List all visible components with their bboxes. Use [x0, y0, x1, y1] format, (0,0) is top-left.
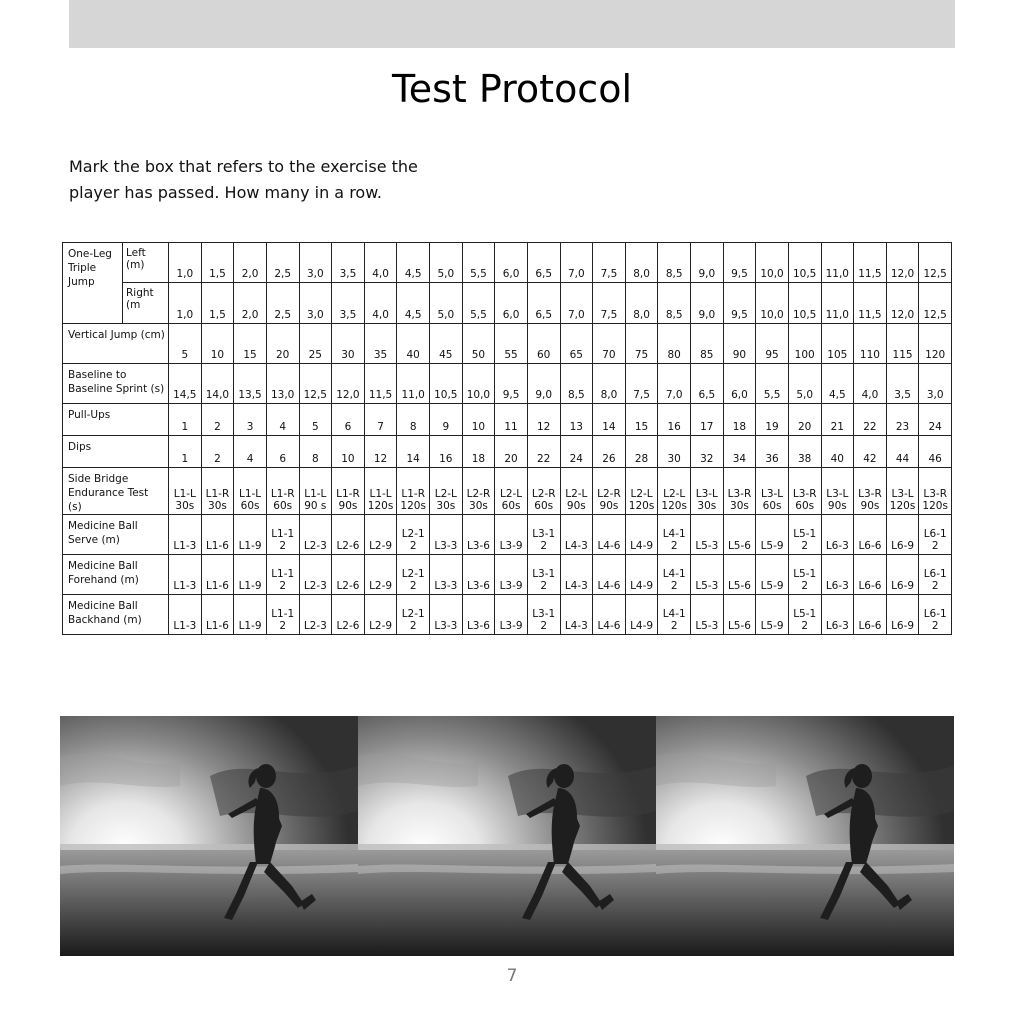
table-cell[interactable]: 21 [821, 404, 854, 436]
table-cell[interactable]: 6 [266, 436, 299, 468]
table-cell[interactable]: 6,5 [691, 364, 724, 404]
table-cell[interactable]: L5-9 [756, 595, 789, 635]
table-cell[interactable]: L6-6 [854, 515, 887, 555]
table-cell[interactable]: 46 [919, 436, 952, 468]
page-number: 7 [506, 966, 518, 986]
table-cell[interactable]: L1-1 2 [266, 515, 299, 555]
table-cell[interactable]: 36 [756, 436, 789, 468]
header-band [69, 0, 955, 48]
test-protocol-table [62, 242, 952, 635]
table-cell[interactable]: L5-9 [756, 515, 789, 555]
table-cell[interactable]: 8,5 [560, 364, 593, 404]
instructions-text [69, 154, 489, 206]
table-cell[interactable]: 11,5 [364, 364, 397, 404]
table-cell[interactable]: L1-L 90 s [299, 468, 332, 515]
table-cell[interactable]: 5 [169, 324, 202, 364]
table-cell[interactable]: 10,0 [756, 283, 789, 324]
table-cell[interactable]: 3,0 [299, 243, 332, 283]
table-cell[interactable]: 6 [332, 404, 365, 436]
table-cell[interactable]: L3-6 [462, 595, 495, 635]
table-row [63, 515, 952, 555]
table-cell[interactable]: L1-L 60s [234, 468, 267, 515]
table-cell[interactable]: 9 [430, 404, 463, 436]
table-cell[interactable]: L5-3 [691, 595, 724, 635]
table-cell[interactable]: 8 [397, 404, 430, 436]
table-cell[interactable]: 34 [723, 436, 756, 468]
table-row [63, 468, 952, 515]
table-cell[interactable]: L4-6 [593, 595, 626, 635]
table-cell[interactable]: L2-L 60s [495, 468, 528, 515]
table-cell[interactable]: 105 [821, 324, 854, 364]
table-cell[interactable]: L2-L 30s [430, 468, 463, 515]
table-cell[interactable]: 12,0 [886, 243, 919, 283]
table-cell[interactable]: 20 [495, 436, 528, 468]
table-cell[interactable]: 5,5 [462, 243, 495, 283]
table-cell[interactable]: 19 [756, 404, 789, 436]
table-cell[interactable]: 6,0 [495, 243, 528, 283]
table-cell[interactable]: 6,5 [527, 243, 560, 283]
table-cell[interactable]: 4,5 [397, 283, 430, 324]
table-cell[interactable]: 17 [691, 404, 724, 436]
table-cell[interactable]: L1-9 [234, 555, 267, 595]
table-cell[interactable]: 9,0 [527, 364, 560, 404]
table-cell[interactable]: 1,5 [201, 243, 234, 283]
table-cell[interactable]: L3-6 [462, 515, 495, 555]
table-cell[interactable]: 8,0 [625, 283, 658, 324]
table-cell[interactable]: 110 [854, 324, 887, 364]
table-cell[interactable]: L2-1 2 [397, 515, 430, 555]
instructions-line-2: player has passed. How many in a row. [69, 183, 382, 202]
table-cell[interactable]: L6-3 [821, 515, 854, 555]
table-cell[interactable]: 5,5 [462, 283, 495, 324]
table-cell[interactable]: 9,0 [691, 243, 724, 283]
table-cell[interactable]: 14 [397, 436, 430, 468]
row-label: Dips [63, 436, 169, 468]
runner-silhouette-image [358, 716, 656, 956]
table-cell[interactable]: 55 [495, 324, 528, 364]
table-cell[interactable]: 20 [788, 404, 821, 436]
table-row [63, 404, 952, 436]
table-cell[interactable]: 12 [527, 404, 560, 436]
table-row-triple-jump-left [63, 243, 952, 283]
row-label-triple-jump: One-Leg Triple Jump [63, 243, 123, 324]
table-cell[interactable]: L1-9 [234, 515, 267, 555]
table-cell[interactable]: 2,5 [266, 243, 299, 283]
table-cell[interactable]: L6-9 [886, 595, 919, 635]
table-cell[interactable]: 11 [495, 404, 528, 436]
row-label: Medicine Ball Backhand (m) [63, 595, 169, 635]
table-cell[interactable]: L1-L 30s [169, 468, 202, 515]
table-cell[interactable]: L5-3 [691, 515, 724, 555]
table-cell[interactable]: L1-R 90s [332, 468, 365, 515]
table-cell[interactable]: 3,0 [299, 283, 332, 324]
table-cell[interactable]: 10 [462, 404, 495, 436]
table-cell[interactable]: L5-1 2 [788, 515, 821, 555]
table-cell[interactable]: 44 [886, 436, 919, 468]
table-cell[interactable]: 11,0 [397, 364, 430, 404]
table-cell[interactable]: L6-1 2 [919, 595, 952, 635]
table-cell[interactable]: 5,0 [788, 364, 821, 404]
table-cell[interactable]: L3-1 2 [527, 515, 560, 555]
table-cell[interactable]: 1,0 [169, 283, 202, 324]
table-cell[interactable]: 30 [658, 436, 691, 468]
table-cell[interactable]: 35 [364, 324, 397, 364]
table-cell[interactable]: L3-R 30s [723, 468, 756, 515]
table-body [63, 243, 952, 635]
table-cell[interactable]: 3,5 [332, 283, 365, 324]
page-title: Test Protocol [391, 67, 633, 111]
table-cell[interactable]: 10,5 [430, 364, 463, 404]
table-cell[interactable]: 10,5 [788, 243, 821, 283]
table-cell[interactable]: 14,0 [201, 364, 234, 404]
table-cell[interactable]: 26 [593, 436, 626, 468]
table-cell[interactable]: L1-3 [169, 515, 202, 555]
table-cell[interactable]: 12,5 [919, 243, 952, 283]
table-cell[interactable]: 1,5 [201, 283, 234, 324]
table-cell[interactable]: L2-L 90s [560, 468, 593, 515]
table-cell[interactable]: 14,5 [169, 364, 202, 404]
table-cell[interactable]: L2-R 90s [593, 468, 626, 515]
table-cell[interactable]: L3-3 [430, 515, 463, 555]
table-cell[interactable]: L5-6 [723, 595, 756, 635]
table-cell[interactable]: L3-1 2 [527, 555, 560, 595]
table-cell[interactable]: 12,0 [332, 364, 365, 404]
table-cell[interactable]: 13,5 [234, 364, 267, 404]
table-cell[interactable]: 4,0 [854, 364, 887, 404]
table-cell[interactable]: 12,5 [919, 283, 952, 324]
table-cell[interactable]: 45 [430, 324, 463, 364]
table-cell[interactable]: L2-9 [364, 555, 397, 595]
table-cell[interactable]: 1,0 [169, 243, 202, 283]
table-cell[interactable]: L2-3 [299, 515, 332, 555]
table-cell[interactable]: 18 [462, 436, 495, 468]
table-cell[interactable]: L3-3 [430, 595, 463, 635]
table-cell[interactable]: 6,0 [723, 364, 756, 404]
table-cell[interactable]: 2 [201, 436, 234, 468]
table-cell[interactable]: 11,0 [821, 283, 854, 324]
table-cell[interactable]: 7,5 [593, 243, 626, 283]
table-cell[interactable]: 10 [332, 436, 365, 468]
table-cell[interactable]: 7,0 [560, 243, 593, 283]
table-cell[interactable]: 6,5 [527, 283, 560, 324]
table-cell[interactable]: L6-9 [886, 555, 919, 595]
table-cell[interactable]: 90 [723, 324, 756, 364]
table-cell[interactable]: L2-L 120s [625, 468, 658, 515]
table-cell[interactable]: 9,0 [691, 283, 724, 324]
table-cell[interactable]: 1 [169, 436, 202, 468]
table-cell[interactable]: 7,0 [658, 364, 691, 404]
table-cell[interactable]: 16 [430, 436, 463, 468]
table-cell[interactable]: 65 [560, 324, 593, 364]
table-cell[interactable]: L3-R 60s [788, 468, 821, 515]
table-cell[interactable]: L2-6 [332, 515, 365, 555]
table-cell[interactable]: L5-1 2 [788, 595, 821, 635]
table-cell[interactable]: L2-L 120s [658, 468, 691, 515]
table-cell[interactable]: L1-1 2 [266, 595, 299, 635]
table-cell[interactable]: L2-6 [332, 555, 365, 595]
table-row [63, 595, 952, 635]
table-cell[interactable]: L4-3 [560, 595, 593, 635]
table-cell[interactable]: L1-R 60s [266, 468, 299, 515]
table-cell[interactable]: 8,5 [658, 243, 691, 283]
row-label: Baseline to Baseline Sprint (s) [63, 364, 169, 404]
table-cell[interactable]: 15 [234, 324, 267, 364]
table-cell[interactable]: 10,0 [462, 364, 495, 404]
table-cell[interactable]: 4 [234, 436, 267, 468]
table-cell[interactable]: 50 [462, 324, 495, 364]
table-cell[interactable]: 9,5 [723, 283, 756, 324]
table-row [63, 324, 952, 364]
table-cell[interactable]: 7,5 [625, 364, 658, 404]
instructions-line-1: Mark the box that refers to the exercise the [69, 157, 418, 176]
table-cell[interactable]: 10,5 [788, 283, 821, 324]
table-cell[interactable]: 3,0 [919, 364, 952, 404]
table-cell[interactable]: 100 [788, 324, 821, 364]
runner-silhouette-image [656, 716, 954, 956]
table-cell[interactable]: 5,5 [756, 364, 789, 404]
table-row-triple-jump-right [63, 283, 952, 324]
table-cell[interactable]: 16 [658, 404, 691, 436]
table-cell[interactable]: 8,0 [625, 243, 658, 283]
table-cell[interactable]: L3-9 [495, 515, 528, 555]
table-cell[interactable]: 4 [266, 404, 299, 436]
table-cell[interactable]: L2-R 60s [527, 468, 560, 515]
row-label: Side Bridge Endurance Test (s) [63, 468, 169, 515]
table-cell[interactable]: 38 [788, 436, 821, 468]
table-cell[interactable]: 13 [560, 404, 593, 436]
runner-photo-3 [656, 716, 954, 956]
table-cell[interactable]: 25 [299, 324, 332, 364]
table-cell[interactable]: 7 [364, 404, 397, 436]
table-cell[interactable]: 70 [593, 324, 626, 364]
runner-photo-2 [358, 716, 656, 956]
table-cell[interactable]: L3-6 [462, 555, 495, 595]
table-cell[interactable]: L5-6 [723, 555, 756, 595]
table-cell[interactable]: 4,0 [364, 243, 397, 283]
table-cell[interactable]: L3-R 120s [919, 468, 952, 515]
table-cell[interactable]: 95 [756, 324, 789, 364]
table-cell[interactable]: 7,5 [593, 283, 626, 324]
table-cell[interactable]: L4-6 [593, 515, 626, 555]
table-cell[interactable]: L3-L 30s [691, 468, 724, 515]
table-cell[interactable]: 7,0 [560, 283, 593, 324]
table-cell[interactable]: 8,0 [593, 364, 626, 404]
table-cell[interactable]: 75 [625, 324, 658, 364]
table-cell[interactable]: 9,5 [723, 243, 756, 283]
table-cell[interactable]: 5,0 [430, 283, 463, 324]
table-cell[interactable]: L2-9 [364, 595, 397, 635]
table-cell[interactable]: L3-1 2 [527, 595, 560, 635]
table-cell[interactable]: L4-9 [625, 515, 658, 555]
table-cell[interactable]: 2 [201, 404, 234, 436]
table-cell[interactable]: L2-3 [299, 595, 332, 635]
table-cell[interactable]: 2,0 [234, 283, 267, 324]
table-cell[interactable]: 9,5 [495, 364, 528, 404]
table-cell[interactable]: L1-1 2 [266, 555, 299, 595]
table-cell[interactable]: 12,5 [299, 364, 332, 404]
table-cell[interactable]: L4-9 [625, 595, 658, 635]
table-cell[interactable]: 20 [266, 324, 299, 364]
table-cell[interactable]: 10 [201, 324, 234, 364]
row-label: Vertical Jump (cm) [63, 324, 169, 364]
table-cell[interactable]: 12,0 [886, 283, 919, 324]
table-cell[interactable]: 3 [234, 404, 267, 436]
table-cell[interactable]: L3-L 120s [886, 468, 919, 515]
table-row [63, 555, 952, 595]
table-cell[interactable]: L2-R 30s [462, 468, 495, 515]
table-cell[interactable]: 11,5 [854, 243, 887, 283]
table-cell[interactable]: 120 [919, 324, 952, 364]
table-cell[interactable]: 32 [691, 436, 724, 468]
table-cell[interactable]: L2-6 [332, 595, 365, 635]
table-cell[interactable]: L4-9 [625, 555, 658, 595]
table-cell[interactable]: L6-6 [854, 555, 887, 595]
table-cell[interactable]: 8,5 [658, 283, 691, 324]
table-cell[interactable]: L4-1 2 [658, 555, 691, 595]
table-cell[interactable]: 2,0 [234, 243, 267, 283]
table-cell[interactable]: L1-6 [201, 555, 234, 595]
runner-silhouette-image [60, 716, 358, 956]
table-cell[interactable]: L6-1 2 [919, 555, 952, 595]
table-cell[interactable]: 28 [625, 436, 658, 468]
table-cell[interactable]: 4,0 [364, 283, 397, 324]
row-label: Pull-Ups [63, 404, 169, 436]
table-cell[interactable]: L5-6 [723, 515, 756, 555]
table-cell[interactable]: 30 [332, 324, 365, 364]
row-sublabel-left: Left (m) [123, 243, 169, 283]
table-cell[interactable]: 40 [397, 324, 430, 364]
table-cell[interactable]: 23 [886, 404, 919, 436]
table-cell[interactable]: L4-3 [560, 515, 593, 555]
table-cell[interactable]: 8 [299, 436, 332, 468]
table-cell[interactable]: L6-1 2 [919, 515, 952, 555]
row-sublabel-right: Right (m [123, 283, 169, 324]
table-cell[interactable]: L6-9 [886, 515, 919, 555]
table-cell[interactable]: L2-9 [364, 515, 397, 555]
table-cell[interactable]: 42 [854, 436, 887, 468]
table-row [63, 364, 952, 404]
table-cell[interactable]: 22 [854, 404, 887, 436]
table-cell[interactable]: 2,5 [266, 283, 299, 324]
table-cell[interactable]: L5-1 2 [788, 555, 821, 595]
table-cell[interactable]: L1-3 [169, 555, 202, 595]
runner-photo-1 [60, 716, 358, 956]
table-cell[interactable]: 4,5 [397, 243, 430, 283]
table-cell[interactable]: 40 [821, 436, 854, 468]
table-cell[interactable]: L1-6 [201, 595, 234, 635]
table-cell[interactable]: 24 [919, 404, 952, 436]
table-cell[interactable]: L1-L 120s [364, 468, 397, 515]
table-cell[interactable]: 24 [560, 436, 593, 468]
table-cell[interactable]: L3-L 60s [756, 468, 789, 515]
table-cell[interactable]: 5,0 [430, 243, 463, 283]
table-cell[interactable]: 11,0 [821, 243, 854, 283]
table-cell[interactable]: L4-3 [560, 555, 593, 595]
table-cell[interactable]: L2-1 2 [397, 555, 430, 595]
table-cell[interactable]: 15 [625, 404, 658, 436]
table-cell[interactable]: 13,0 [266, 364, 299, 404]
table-cell[interactable]: L2-1 2 [397, 595, 430, 635]
table-cell[interactable]: L6-6 [854, 595, 887, 635]
table-cell[interactable]: 12 [364, 436, 397, 468]
table-cell[interactable]: L3-L 90s [821, 468, 854, 515]
table-cell[interactable]: L2-3 [299, 555, 332, 595]
table-cell[interactable]: 22 [527, 436, 560, 468]
table-cell[interactable]: 115 [886, 324, 919, 364]
table-row [63, 436, 952, 468]
table-cell[interactable]: L6-3 [821, 555, 854, 595]
table-cell[interactable]: 85 [691, 324, 724, 364]
table-cell[interactable]: L4-6 [593, 555, 626, 595]
row-label: Medicine Ball Forehand (m) [63, 555, 169, 595]
table-cell[interactable]: L1-9 [234, 595, 267, 635]
table-cell[interactable]: 6,0 [495, 283, 528, 324]
table-cell[interactable]: L3-9 [495, 595, 528, 635]
table-cell[interactable]: 60 [527, 324, 560, 364]
table-cell[interactable]: L1-6 [201, 515, 234, 555]
table-cell[interactable]: 18 [723, 404, 756, 436]
table-cell[interactable]: L3-R 90s [854, 468, 887, 515]
table-cell[interactable]: L6-3 [821, 595, 854, 635]
table-cell[interactable]: 3,5 [332, 243, 365, 283]
table-cell[interactable]: L1-R 120s [397, 468, 430, 515]
table-cell[interactable]: 5 [299, 404, 332, 436]
table-cell[interactable]: 11,5 [854, 283, 887, 324]
photo-strip [60, 716, 954, 956]
table-cell[interactable]: L4-1 2 [658, 595, 691, 635]
table-cell[interactable]: 10,0 [756, 243, 789, 283]
table-cell[interactable]: L3-9 [495, 555, 528, 595]
row-label: Medicine Ball Serve (m) [63, 515, 169, 555]
table-cell[interactable]: L5-9 [756, 555, 789, 595]
table-cell[interactable]: L4-1 2 [658, 515, 691, 555]
table-cell[interactable]: L5-3 [691, 555, 724, 595]
table-cell[interactable]: L1-3 [169, 595, 202, 635]
table-cell[interactable]: L1-R 30s [201, 468, 234, 515]
table-cell[interactable]: 4,5 [821, 364, 854, 404]
table-cell[interactable]: 3,5 [886, 364, 919, 404]
table-cell[interactable]: L3-3 [430, 555, 463, 595]
table-cell[interactable]: 14 [593, 404, 626, 436]
table-cell[interactable]: 1 [169, 404, 202, 436]
table-cell[interactable]: 80 [658, 324, 691, 364]
